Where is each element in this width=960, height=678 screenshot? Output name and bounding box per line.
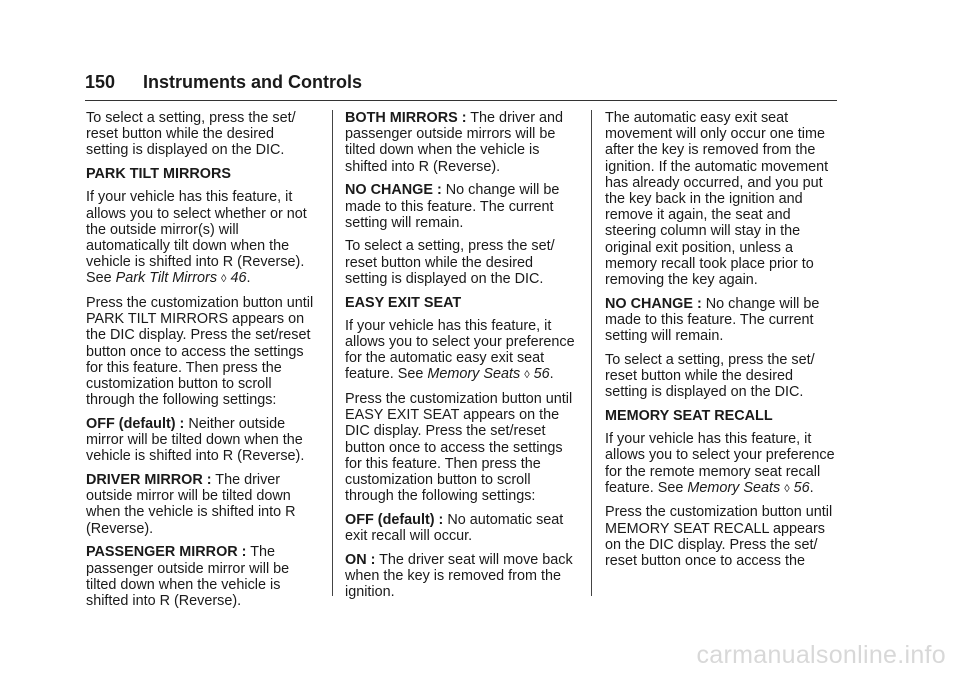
option-item: ON : The driver seat will move back when the key is removed from the ignition. (345, 551, 573, 601)
column-divider (591, 110, 592, 596)
option-label: DRIVER MIRROR : (86, 472, 212, 489)
option-item: DRIVER MIRROR : The driver outside mirror will be tilted down when the vehicle is shifted into R (Reverse). (86, 472, 296, 537)
page-ref-icon: ◊ (221, 273, 227, 286)
option-label: PASSENGER MIRROR : (86, 544, 247, 561)
option-label: OFF (default) : (345, 511, 444, 528)
watermark: carmanualsonline.info (696, 641, 946, 669)
column-2 (345, 110, 579, 608)
page-reference[interactable]: 56 (533, 366, 550, 383)
paragraph: Press the customization button until MEMORY SEAT RECALL appears on the DIC display. Press the set/ reset button once to access the (605, 504, 833, 570)
paragraph: Press the customization button until EASY EXIT SEAT appears on the DIC display. Press the set/reset button once to access the settings for this feature. Then press the customization button to scroll through the following settings: (345, 391, 573, 505)
option-item: NO CHANGE : No change will be made to this feature. The current setting will remain. (605, 295, 820, 345)
section-heading: MEMORY SEAT RECALL (605, 407, 773, 424)
option-item: OFF (default) : Neither outside mirror will be tilted down when the vehicle is shifted into R (Reverse). (86, 415, 305, 465)
page-reference[interactable]: 56 (793, 479, 810, 496)
paragraph: The automatic easy exit seat movement will only occur one time after the key is removed from the ignition. If the automatic movement has already occurred, and you put the key back in the ignition and remove it again, the seat and steering column will stay in the original exit position, unless a memory recall took place prior to removing the key again. (605, 110, 829, 289)
paragraph: Press the customization button until PARK TILT MIRRORS appears on the DIC display. Press the set/reset button once to access the settings for this feature. Then press the customization button to scroll through the following settings: (86, 295, 314, 409)
option-item: NO CHANGE : No change will be made to this feature. The current setting will remain. (345, 182, 560, 231)
cross-reference-link[interactable]: Park Tilt Mirrors (115, 270, 218, 287)
page-number: 150 (85, 72, 116, 92)
column-3 (605, 110, 839, 577)
option-item: OFF (default) : No automatic seat exit recall will occur. (345, 511, 564, 545)
section-heading: PARK TILT MIRRORS (86, 166, 231, 183)
option-label: ON : (345, 551, 376, 568)
page-header (85, 70, 837, 101)
page-reference[interactable]: 46 (230, 270, 247, 287)
section-heading: EASY EXIT SEAT (345, 294, 462, 311)
option-item: PASSENGER MIRROR : The passenger outside mirror will be tilted down when the vehicle is shifted into R (Reverse). (86, 544, 290, 609)
column-divider (332, 110, 333, 596)
column-1 (86, 110, 320, 617)
paragraph: To select a setting, press the set/ reset button while the desired setting is displayed on the DIC. (345, 238, 555, 287)
page-ref-icon: ◊ (784, 482, 790, 495)
option-label: BOTH MIRRORS : (345, 110, 467, 126)
paragraph: To select a setting, press the set/ reset button while the desired setting is displayed on the DIC. (86, 110, 296, 159)
option-label: OFF (default) : (86, 415, 185, 432)
option-label: NO CHANGE : (345, 182, 442, 199)
paragraph: If your vehicle has this feature, it allows you to select whether or not the outside mirror(s) will automatically tilt down when the vehicle is shifted into R (Reverse). See Park Tilt Mirrors ◊ 46. (86, 189, 307, 287)
option-label: NO CHANGE : (605, 295, 702, 312)
page-title: Instruments and Controls (143, 72, 363, 92)
paragraph: To select a setting, press the set/ reset button while the desired setting is displayed on the DIC. (605, 351, 815, 401)
page-ref-icon: ◊ (524, 369, 530, 382)
cross-reference-link[interactable]: Memory Seats (427, 366, 521, 383)
paragraph: If your vehicle has this feature, it allows you to select your preference for the automatic easy exit seat feature. See Memory Seats ◊ 56. (345, 317, 575, 383)
option-item: BOTH MIRRORS : The driver and passenger outside mirrors will be tilted down when the vehicle is shifted into R (Reverse). (345, 110, 564, 175)
paragraph: If your vehicle has this feature, it allows you to select your preference for the remote memory seat recall feature. See Memory Seats ◊ 56. (605, 431, 835, 496)
cross-reference-link[interactable]: Memory Seats (687, 479, 781, 496)
